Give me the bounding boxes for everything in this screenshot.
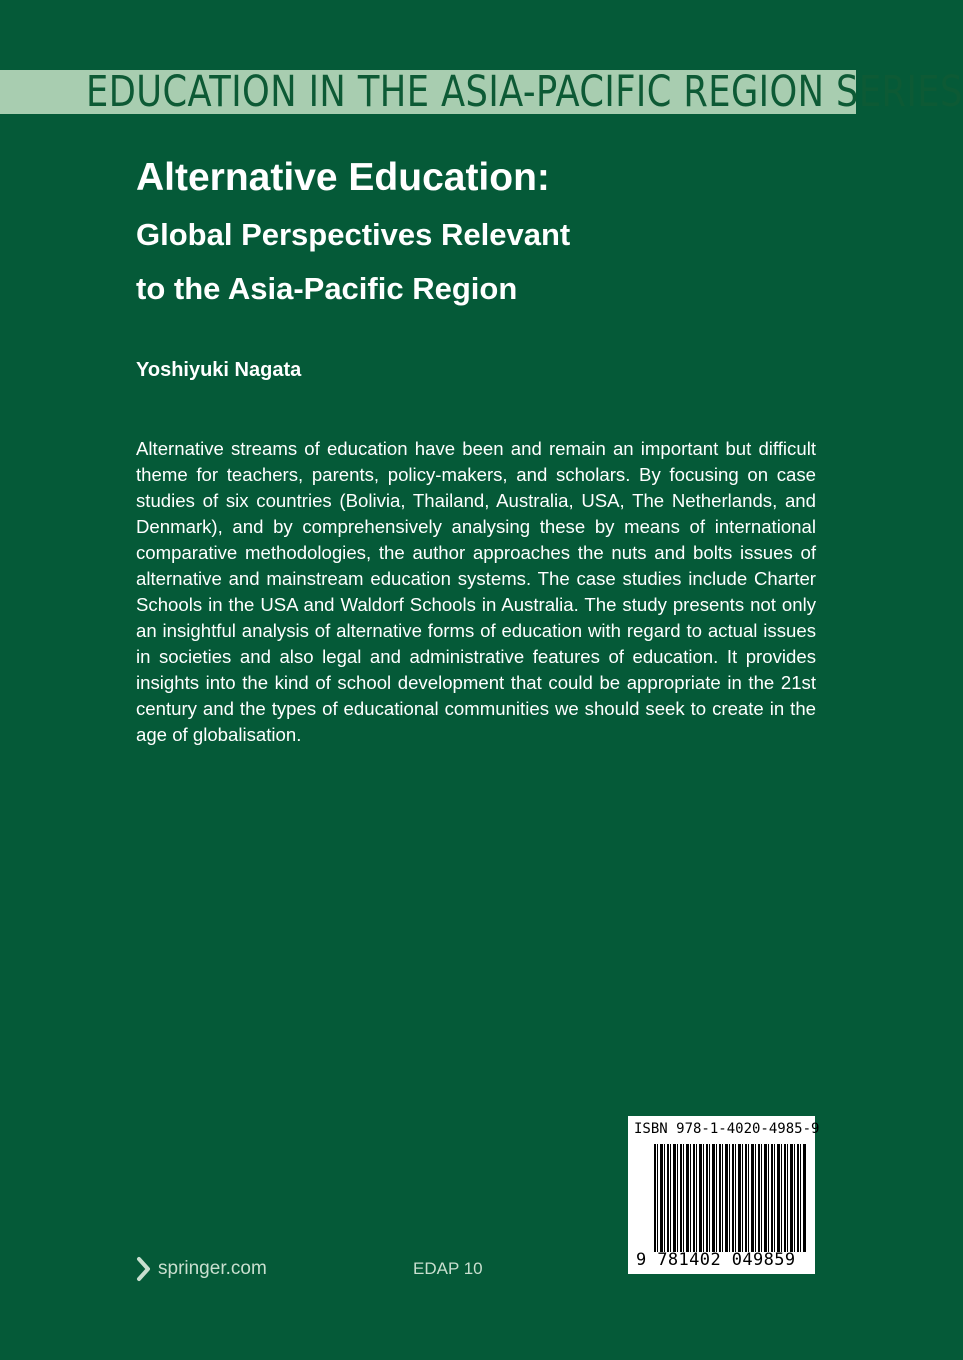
book-subtitle-line2: to the Asia-Pacific Region bbox=[136, 271, 518, 306]
series-title: EDUCATION IN THE ASIA-PACIFIC REGION SERIES bbox=[86, 67, 963, 117]
isbn-label: ISBN 978-1-4020-4985-9 bbox=[634, 1121, 820, 1137]
book-title: Alternative Education: bbox=[136, 156, 550, 199]
book-description: Alternative streams of education have been and remain an important but difficult theme for teachers, parents, policy-makers, and scholars. By focusing on case studies of six countries (Bolivia, Thailand, Australia, USA, The Netherlands, and Denmark), and by comprehensively analysing these by means of international comparative methodologies, the author approaches the nuts and bolts issues of alternative and mainstream education systems. The case studies include Charter Schools in the USA and Waldorf Schools in Australia. The study presents not only an insightful analysis of alternative forms of education with regard to actual issues in societies and also legal and administrative features of education. It provides insights into the kind of school development that could be appropriate in the 21st century and the types of educational communities we should seek to create in the age of globalisation. bbox=[136, 438, 816, 745]
book-subtitle-line1: Global Perspectives Relevant bbox=[136, 217, 571, 252]
series-code: EDAP 10 bbox=[413, 1259, 483, 1278]
publisher-url[interactable]: springer.com bbox=[158, 1258, 267, 1279]
ean-digits: 9 781402 049859 bbox=[636, 1250, 796, 1270]
isbn-barcode bbox=[628, 1116, 820, 1274]
author-name: Yoshiyuki Nagata bbox=[136, 359, 302, 381]
series-banner bbox=[0, 67, 963, 117]
chevron-right-icon bbox=[136, 1257, 152, 1281]
barcode-bars bbox=[654, 1144, 806, 1252]
publisher-link[interactable] bbox=[136, 1257, 267, 1281]
